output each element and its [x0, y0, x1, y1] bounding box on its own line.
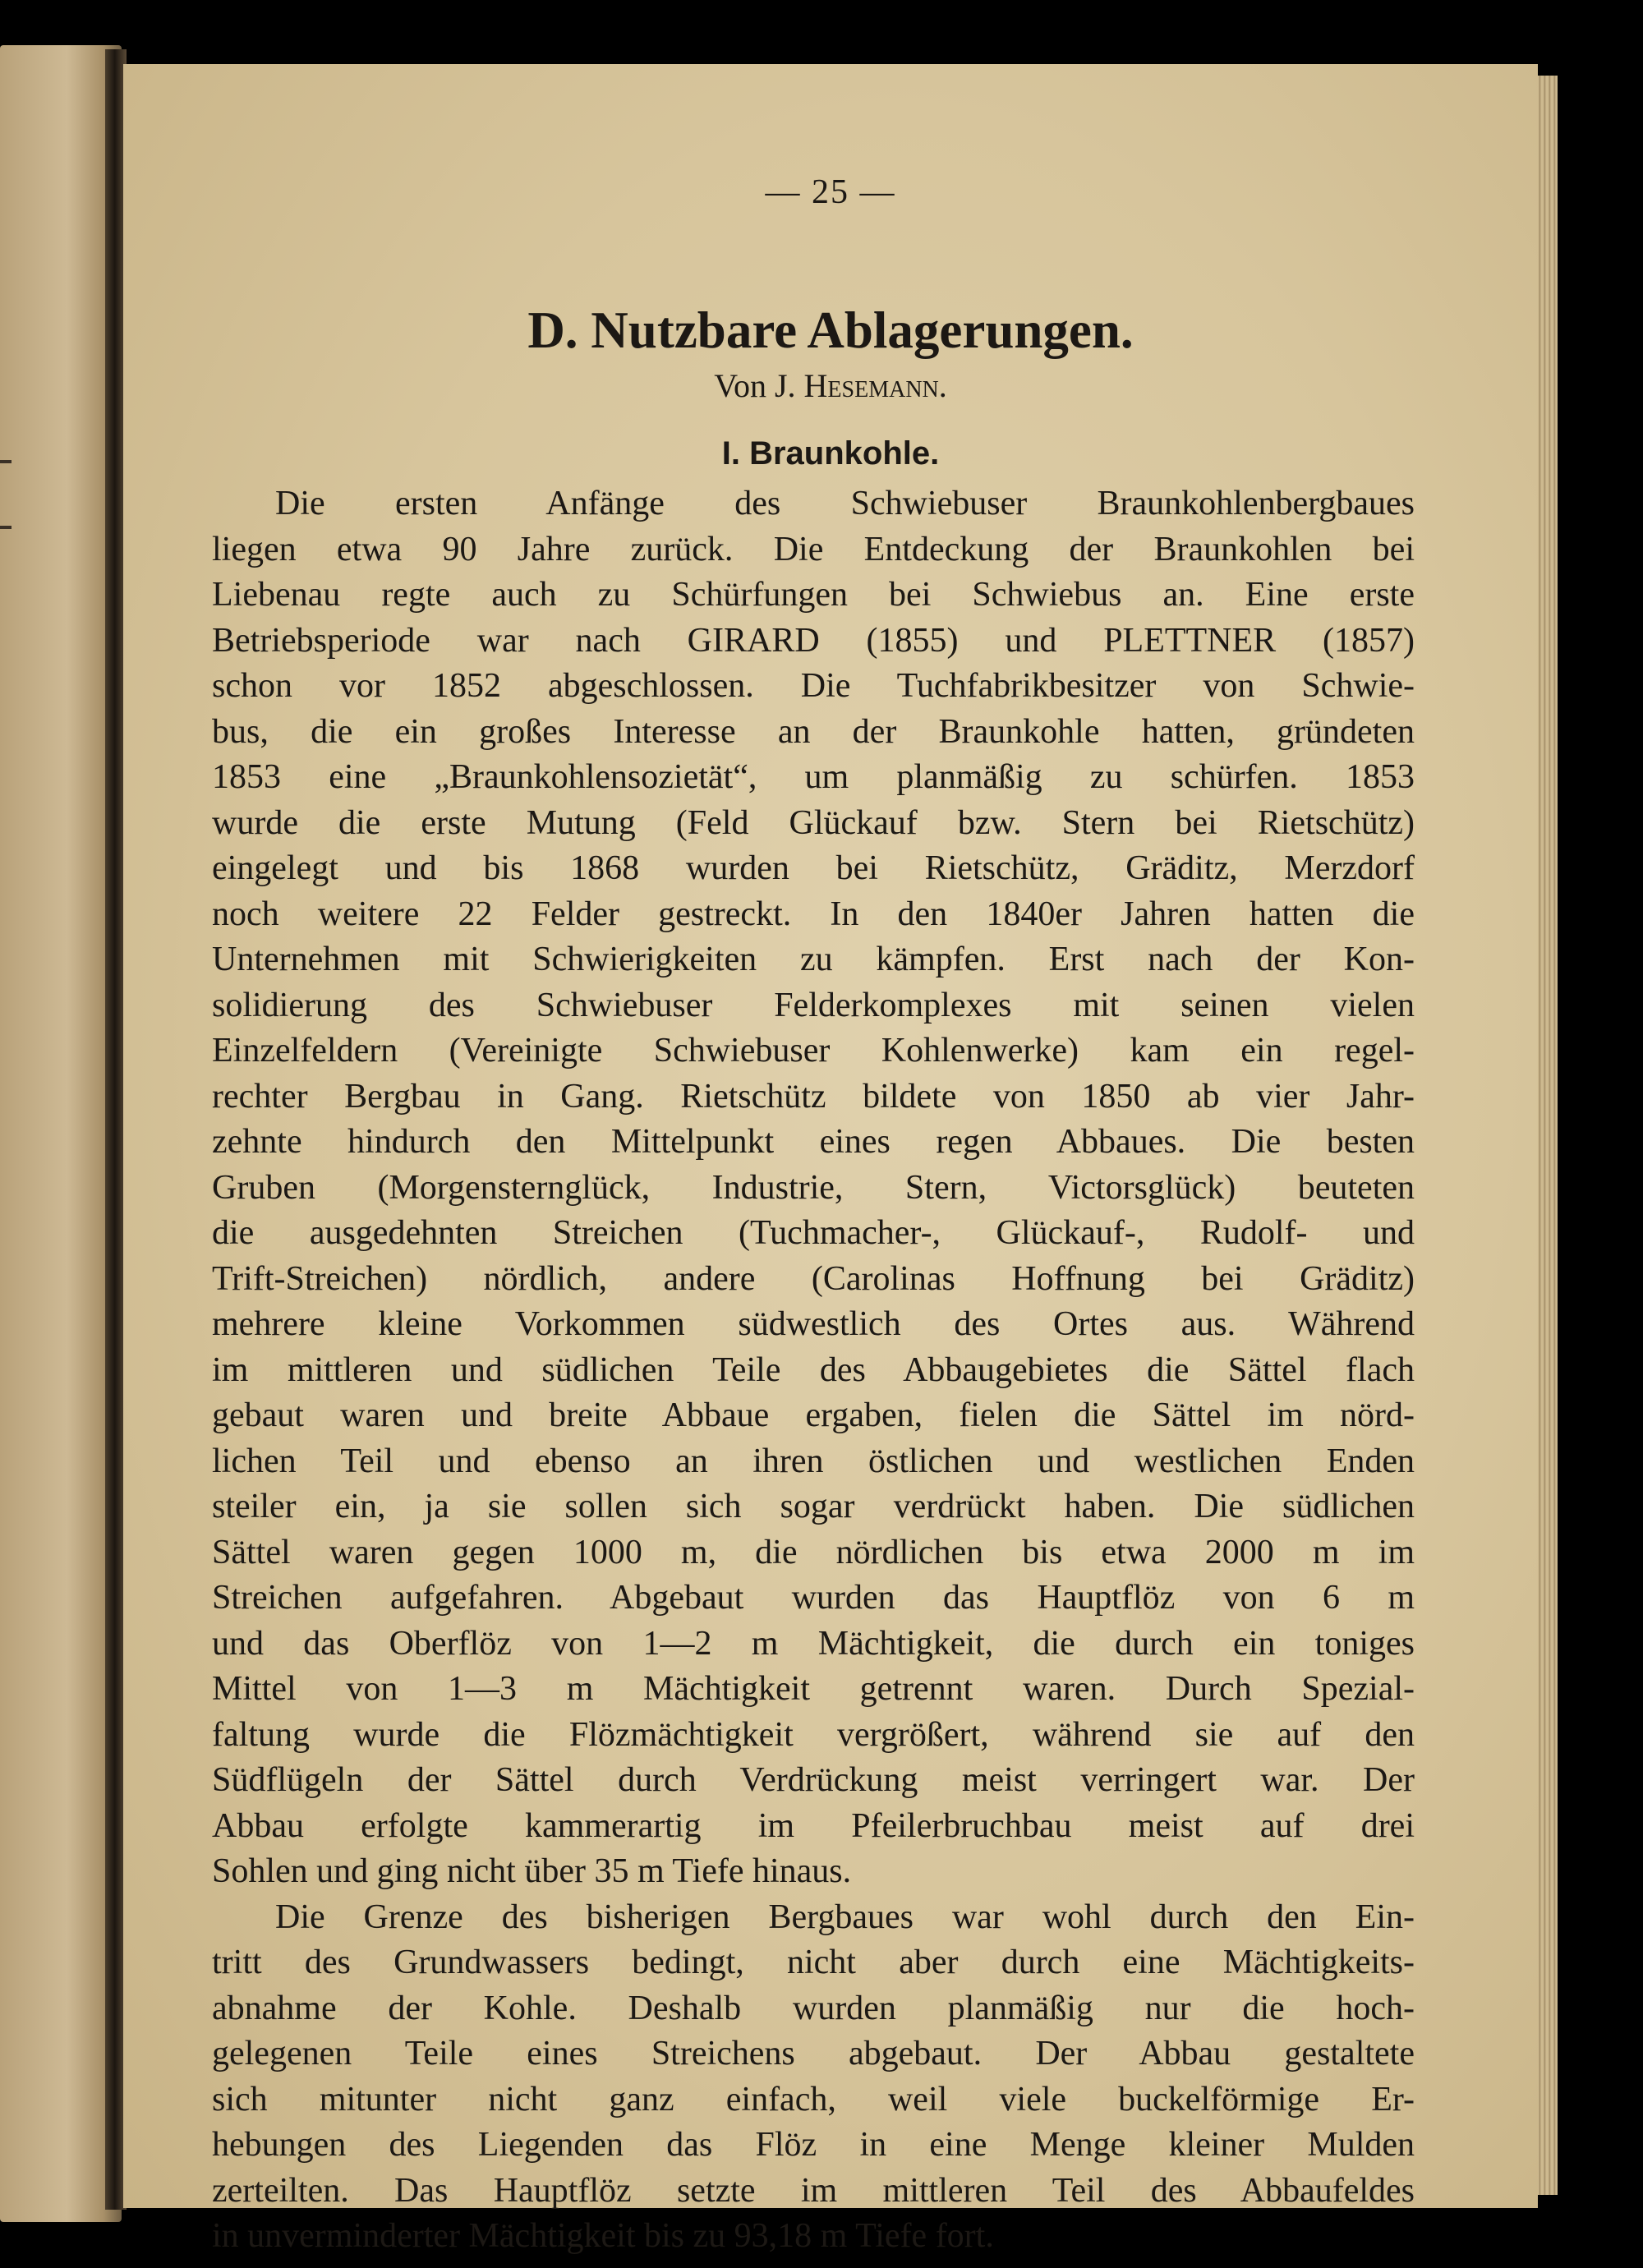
text-line: in unverminderter Mächtigkeit bis zu 93,18 m Tiefe fort. — [212, 2217, 994, 2255]
chapter-heading: D. Nutzbare Ablagerungen. — [527, 301, 1134, 359]
text-line: im mittleren und südlichen Teile des Abbaugebietes die Sättel flach — [212, 1350, 1415, 1389]
text-line: mehrere kleine Vorkommen südwestlich des Ortes aus. Während — [212, 1305, 1415, 1343]
text-line: die ausgedehnten Streichen (Tuchmacher-, Glückauf-, Rudolf- und — [212, 1214, 1415, 1252]
text-line: abnahme der Kohle. Deshalb wurden planmäßig nur die hoch- — [212, 1989, 1415, 2027]
text-line: Südflügeln der Sättel durch Verdrückung meist verringert war. Der — [212, 1761, 1415, 1799]
book-page — [123, 64, 1538, 2255]
text-line: Sohlen und ging nicht über 35 m Tiefe hinaus. — [212, 1852, 852, 1890]
page-number: — 25 — — [765, 173, 896, 211]
text-line: Streichen aufgefahren. Abgebaut wurden das Hauptflöz von 6 m — [212, 1579, 1415, 1617]
text-line: solidierung des Schwiebuser Felderkomplexes mit seinen vielen — [212, 986, 1415, 1024]
text-line: hebungen des Liegenden das Flöz in eine Menge kleiner Mulden — [212, 2126, 1415, 2164]
byline-author: Hesemann. — [803, 367, 947, 404]
text-line: schon vor 1852 abgeschlossen. Die Tuchfabrikbesitzer von Schwie- — [212, 667, 1415, 705]
text-line: Betriebsperiode war nach GIRARD (1855) und PLETTNER (1857) — [212, 621, 1415, 660]
body-text — [212, 481, 1415, 2260]
text-line: noch weitere 22 Felder gestreckt. In den 1840er Jahren hatten die — [212, 895, 1415, 933]
text-line: Sättel waren gegen 1000 m, die nördlichen bis etwa 2000 m im — [212, 1533, 1415, 1571]
text-line: rechter Bergbau in Gang. Rietschütz bildete von 1850 ab vier Jahr- — [212, 1077, 1415, 1116]
page-edge-mark — [0, 526, 12, 529]
page-edge-mark — [0, 460, 12, 463]
text-line: zerteilten. Das Hauptflöz setzte im mittleren Teil des Abbaufeldes — [212, 2171, 1415, 2210]
text-line: Einzelfeldern (Vereinigte Schwiebuser Kohlenwerke) kam ein regel- — [212, 1032, 1415, 1070]
text-line: liegen etwa 90 Jahre zurück. Die Entdeckung der Braunkohlen bei — [212, 530, 1415, 568]
text-line: Unternehmen mit Schwierigkeiten zu kämpfen. Erst nach der Kon- — [212, 941, 1415, 978]
paragraph — [212, 1895, 1415, 2260]
text-line: 1853 eine „Braunkohlensozietät“, um planmäßig zu schürfen. 1853 — [212, 758, 1415, 796]
text-line: faltung wurde die Flözmächtigkeit vergrößert, während sie auf den — [212, 1715, 1415, 1754]
text-line: tritt des Grundwassers bedingt, nicht aber durch eine Mächtigkeits- — [212, 1944, 1415, 1981]
text-line: wurde die erste Mutung (Feld Glückauf bzw. Stern bei Rietschütz) — [212, 803, 1415, 842]
byline-prefix: Von J. — [714, 367, 804, 404]
text-line: bus, die ein großes Interesse an der Braunkohle hatten, gründeten — [212, 712, 1415, 751]
text-line: lichen Teil und ebenso an ihren östlichen und westlichen Enden — [212, 1442, 1415, 1480]
text-line: Gruben (Morgensternglück, Industrie, Stern, Victorsglück) beuteten — [212, 1168, 1415, 1207]
text-line: Abbau erfolgte kammerartig im Pfeilerbruchbau meist auf drei — [212, 1806, 1415, 1845]
facing-page-edge — [0, 45, 122, 2222]
byline — [123, 366, 1538, 405]
text-line: Die Grenze des bisherigen Bergbaues war wohl durch den Ein- — [275, 1898, 1415, 1936]
text-line: steiler ein, ja sie sollen sich sogar verdrückt haben. Die südlichen — [212, 1488, 1415, 1525]
text-line: Liebenau regte auch zu Schürfungen bei Schwiebus an. Eine erste — [212, 576, 1415, 614]
text-line: eingelegt und bis 1868 wurden bei Rietschütz, Gräditz, Merzdorf — [212, 849, 1415, 887]
text-line: und das Oberflöz von 1—2 m Mächtigkeit, die durch ein toniges — [212, 1624, 1415, 1663]
text-line: sich mitunter nicht ganz einfach, weil viele buckelförmige Er- — [212, 2080, 1415, 2118]
text-line: Die ersten Anfänge des Schwiebuser Braunkohlenbergbaues — [275, 485, 1415, 522]
text-line: gebaut waren und breite Abbaue ergaben, fielen die Sättel im nörd- — [212, 1396, 1415, 1434]
text-line: Trift-Streichen) nördlich, andere (Carolinas Hoffnung bei Gräditz) — [212, 1259, 1415, 1298]
text-line: gelegenen Teile eines Streichens abgebaut. Der Abbau gestaltete — [212, 2035, 1415, 2072]
text-line: Mittel von 1—3 m Mächtigkeit getrennt waren. Durch Spezial- — [212, 1670, 1415, 1708]
section-heading: I. Braunkohle. — [721, 435, 940, 472]
paragraph — [212, 481, 1415, 1895]
text-line: zehnte hindurch den Mittelpunkt eines regen Abbaues. Die besten — [212, 1123, 1415, 1161]
